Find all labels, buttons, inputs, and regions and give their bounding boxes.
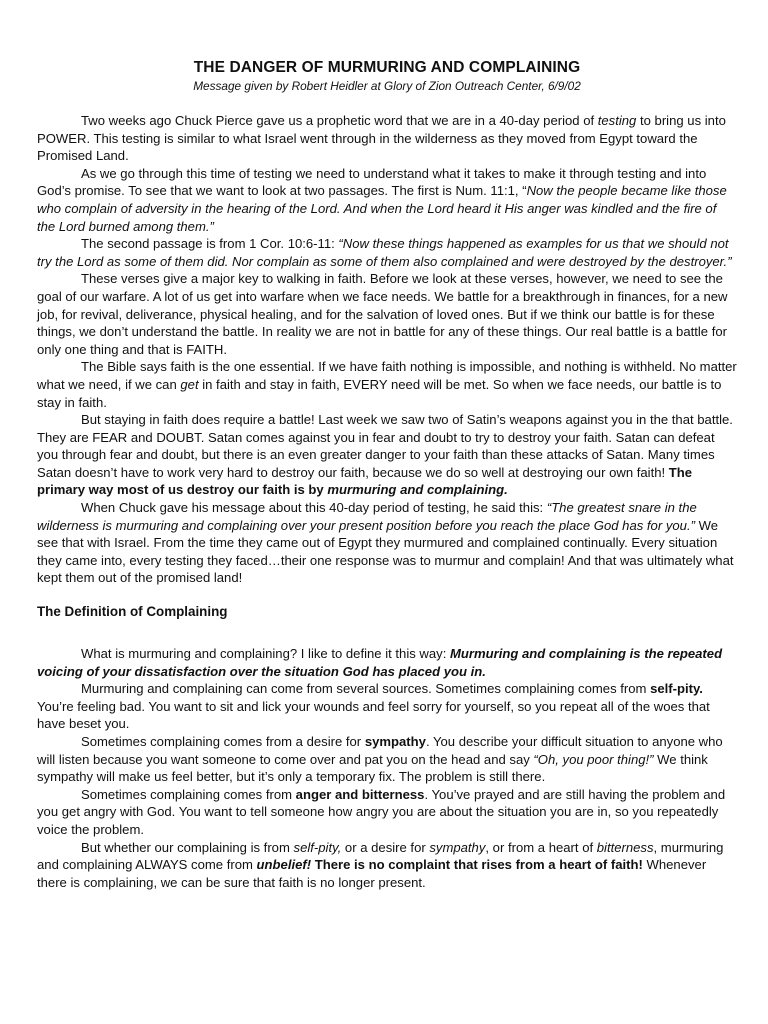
bold-italic-text: murmuring and complaining. [327,482,508,498]
paragraph [37,499,737,587]
emphasis-text: testing [597,113,637,128]
text-run: But staying in faith does require a battle! Last week we saw two of Satin’s weapons against you in the that battle. They are FEAR and DOUBT. Satan comes against you in fear and doubt to try to destroy your faith. Satan can defeat you through fear and doubt, but there is an even greater danger to your faith than these attacks of Satan. Many times Satan doesn’t have to work very hard to destroy our faith, because we do so well at destroying our own faith! [37,412,733,480]
bold-italic-text: unbelief! [256,857,312,873]
text-run: Sometimes complaining comes from a desire for [81,734,365,749]
scripture-quote: Now the people became like those who complain of adversity in the hearing of the Lord. And when the Lord heard it His anger was kindled and the fire of the Lord burned among them.” [37,183,727,234]
text-run: or a desire for [341,839,430,855]
paragraph [37,786,737,839]
document-page [37,58,737,891]
text-run: Two weeks ago Chuck Pierce gave us a prophetic word that we are in a 40-day period of [81,113,598,128]
bold-text: sympathy [364,734,426,749]
paragraph [37,165,737,235]
bold-text: The primary way most of us destroy our faith is by [37,464,693,498]
text-run: , murmuring and complaining ALWAYS come from [37,839,724,873]
emphasis-text: bitterness [596,839,654,855]
text-run: When Chuck gave his message about this 40-day period of testing, he said this: [81,500,547,516]
section-heading: The Definition of Complaining [37,604,228,620]
paragraph [37,235,737,270]
text-run: . You describe your difficult situation to anyone who will listen because you want someone to come over and pat you on the head and say [37,734,723,767]
quote-text: “The greatest snare in the wilderness is murmuring and complaining over your present position before you reach the place God has for you.” [37,500,697,533]
text-run: Whenever there is complaining, we can be sure that faith is no longer present. [37,857,707,890]
text-run: What is murmuring and complaining? I like to define it this way: [81,646,450,662]
text-run: to bring us into POWER. This testing is similar to what Israel went through in the wilderness as they moved from Egypt toward the Promised Land. [37,113,726,164]
text-run: . You’ve prayed and are still having the problem and you get angry with God. You want to tell someone how angry you are about the situation you are in, so you repeatedly voice the problem. [37,786,726,837]
quote-text: “Oh, you poor thing!” [533,751,654,767]
scripture-quote: “Now these things happened as examples for us that we should not try the Lord as some of them did. Nor complain as some of them also complained and were destroyed by the destroyer.” [37,236,732,269]
emphasis-text: self-pity, [293,839,342,855]
paragraph [37,358,737,411]
text-run: But whether our complaining is from [81,839,294,855]
paragraph: These verses give a major key to walking in faith. Before we look at these verses, however, we need to see the goal of our warfare. A lot of us get into warfare when we face needs. We battle for a breakthrough in finances, for a new job, for revival, deliverance, physical healing, and for the salvation of loved ones. But if we think our battle is for these things, we don’t understand the battle. In reality we are not in battle for any of these things. Our real battle is a battle for only one thing and that is FAITH. [37,271,728,357]
paragraph [37,645,737,680]
definition-text: Murmuring and complaining is the repeated voicing of your dissatisfaction over the situation God has placed you in. [37,646,723,679]
bold-text: There is no complaint that rises from a heart of faith! [311,857,643,873]
text-run: Murmuring and complaining can come from several sources. Sometimes complaining comes from [81,681,651,697]
text-run: in faith and stay in faith, EVERY need will be met. So when we face needs, our battle is to stay in faith. [37,376,722,410]
text-run: As we go through this time of testing we need to understand what it takes to make it through testing and into God’s promise. To see that we want to look at two passages. The first is Num. 11:1, “ [37,165,707,199]
text-run: We see that with Israel. From the time they came out of Egypt they murmured and complained continually. Every situation they came into, every testing they faced…their one response was to murmur and complain! And that was ultimately what kept them out of the promised land! [37,517,734,586]
text-run: We think sympathy will make us feel better, but it’s only a temporary fix. The problem is still there. [37,751,708,785]
bold-text: self-pity. [650,681,703,697]
paragraph [37,680,737,733]
emphasis-text: get [180,376,199,392]
text-run: The second passage is from 1 Cor. 10:6-11: [81,236,339,252]
paragraph [37,733,737,786]
paragraph [37,839,737,892]
emphasis-text: sympathy [429,839,486,855]
text-run: The Bible says faith is the one essential. If we have faith nothing is impossible, and nothing is withheld. No matter what we need, if we can [37,359,737,392]
text-run: You’re feeling bad. You want to sit and lick your wounds and feel sorry for yourself, so you repeat all of the woes that have beset you. [37,698,710,732]
bold-text: anger and bitterness [295,786,425,802]
text-run: Sometimes complaining comes from [81,786,296,802]
paragraph [37,411,737,499]
document-title: THE DANGER OF MURMURING AND COMPLAINING [193,59,581,76]
text-run: , or from a heart of [485,839,597,855]
document-subtitle: Message given by Robert Heidler at Glory of Zion Outreach Center, 6/9/02 [193,79,581,93]
paragraph [37,112,737,165]
